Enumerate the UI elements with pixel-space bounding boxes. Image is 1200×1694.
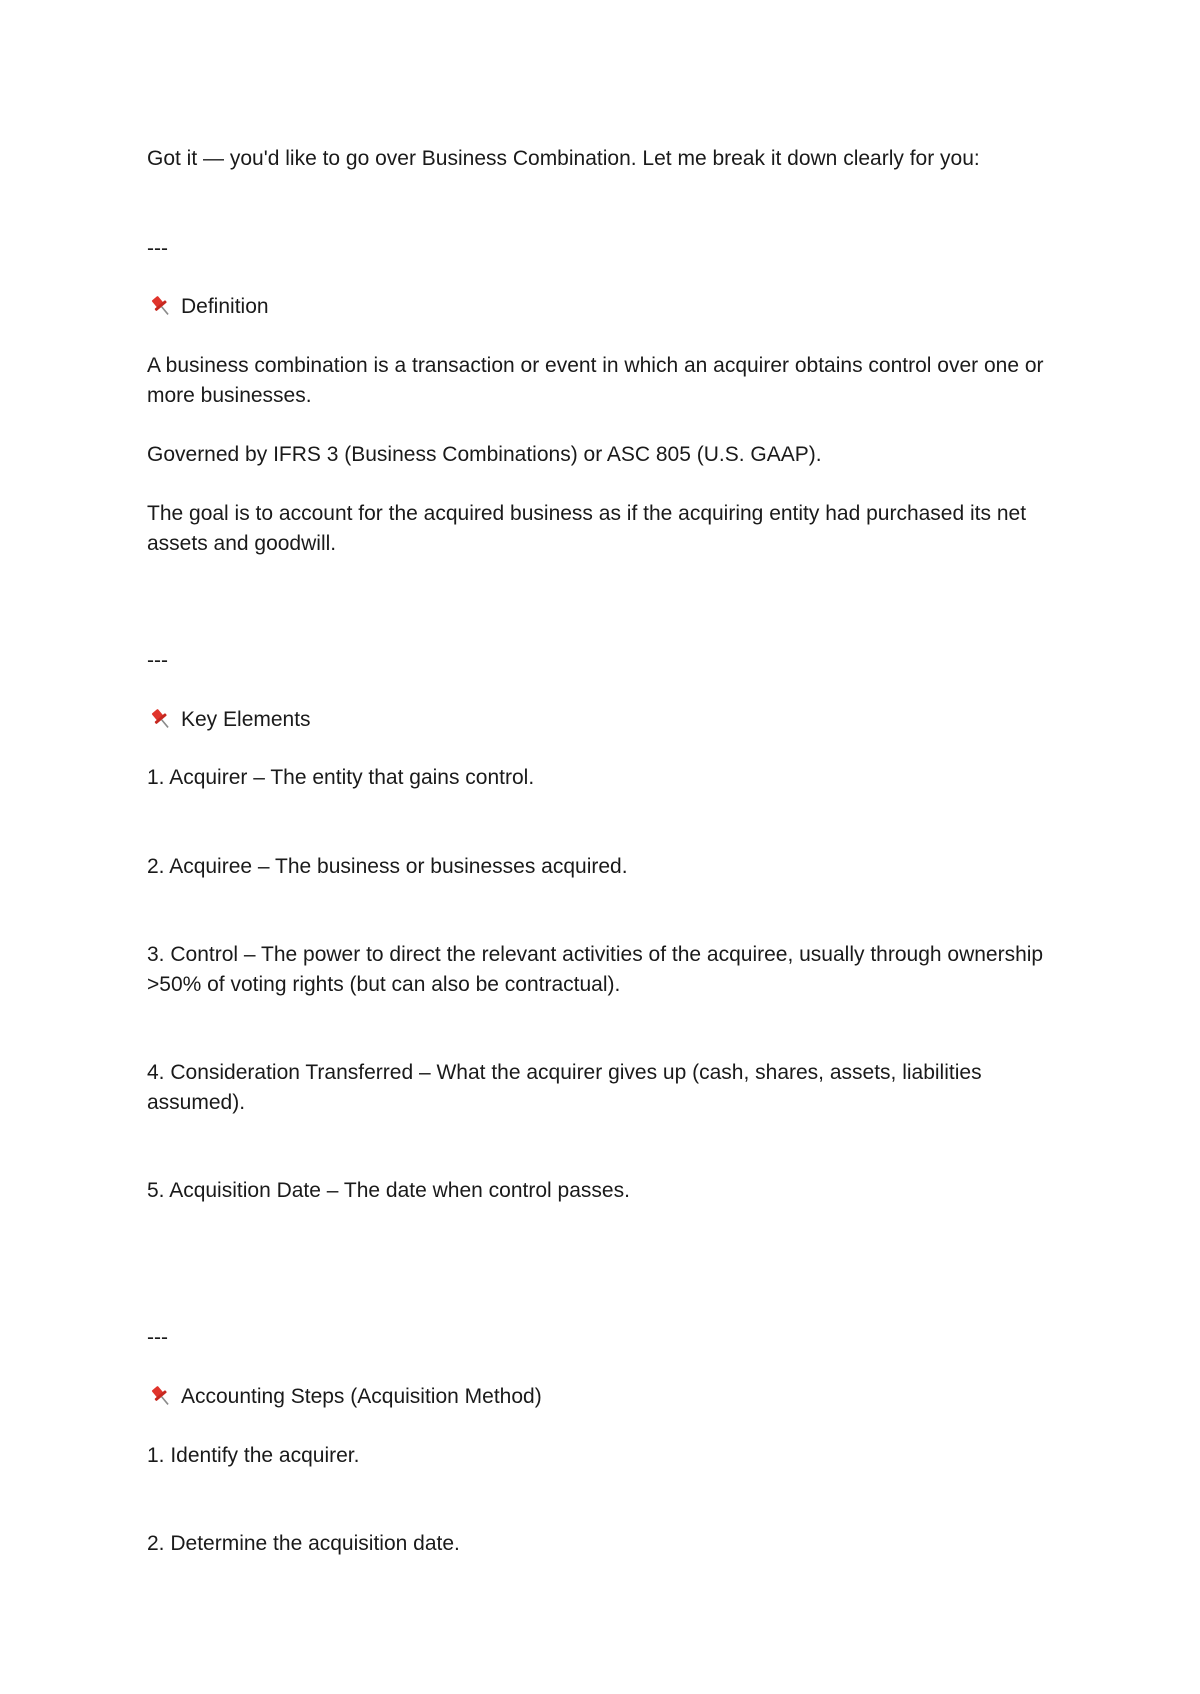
- list-item: 2. Determine the acquisition date.: [147, 1532, 460, 1555]
- intro-text: Got it — you'd like to go over Business Combination. Let me break it down clearly for you:: [147, 147, 980, 170]
- pushpin-icon: [147, 1383, 175, 1409]
- separator: ---: [147, 649, 168, 672]
- pushpin-icon: [147, 706, 175, 732]
- definition-paragraph: A business combination is a transaction or event in which an acquirer obtains control over one or more businesses.: [147, 354, 1044, 407]
- separator: ---: [147, 1326, 168, 1349]
- list-item: 5. Acquisition Date – The date when control passes.: [147, 1179, 630, 1202]
- definition-paragraph: The goal is to account for the acquired business as if the acquiring entity had purchased its net assets and goodwill.: [147, 502, 1027, 555]
- pushpin-icon: [147, 293, 175, 319]
- section-heading-definition: [147, 292, 1052, 322]
- section-heading-label: Key Elements: [181, 708, 311, 731]
- separator: ---: [147, 237, 168, 260]
- list-item: 3. Control – The power to direct the relevant activities of the acquiree, usually through ownership >50% of voting rights (but can also be contractual).: [147, 943, 1044, 996]
- list-item: 1. Identify the acquirer.: [147, 1444, 360, 1467]
- list-item: 4. Consideration Transferred – What the acquirer gives up (cash, shares, assets, liabilities assumed).: [147, 1061, 982, 1114]
- section-heading-label: Accounting Steps (Acquisition Method): [181, 1385, 542, 1408]
- section-heading-key-elements: [147, 705, 1052, 735]
- section-heading-label: Definition: [181, 295, 269, 318]
- list-item: 2. Acquiree – The business or businesses acquired.: [147, 855, 628, 878]
- section-heading-accounting-steps: [147, 1382, 1052, 1412]
- list-item: 1. Acquirer – The entity that gains control.: [147, 766, 535, 789]
- definition-paragraph: Governed by IFRS 3 (Business Combinations) or ASC 805 (U.S. GAAP).: [147, 443, 822, 466]
